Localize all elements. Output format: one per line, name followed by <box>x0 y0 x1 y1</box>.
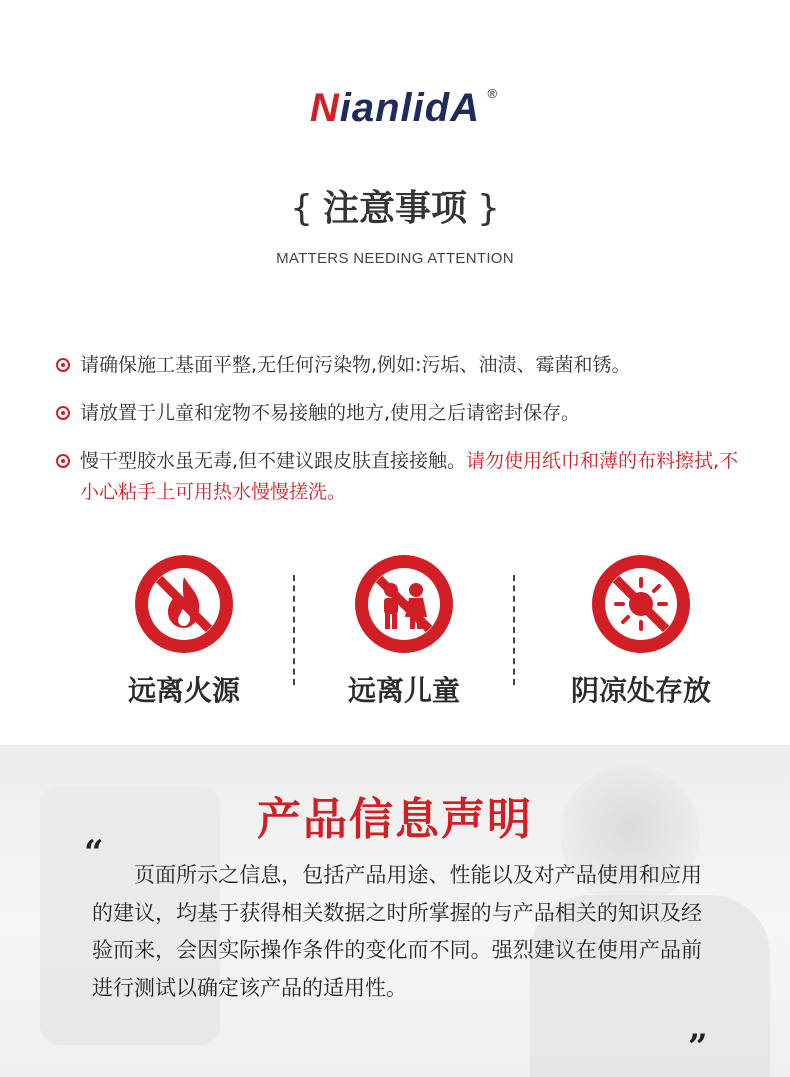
declaration-title: 产品信息声明 <box>257 794 533 845</box>
brand-logo-initial: N <box>309 86 340 130</box>
icon-block-fire <box>84 555 284 709</box>
quote-open-icon: “ <box>84 833 104 873</box>
bullet-icon <box>56 358 70 372</box>
icon-block-children <box>304 555 504 709</box>
dashed-divider <box>513 575 515 685</box>
declaration-section <box>0 745 790 1077</box>
title-brace-open: { <box>290 188 313 229</box>
icon-label: 远离火源 <box>127 674 240 707</box>
no-fire-icon <box>135 555 233 653</box>
note-item <box>56 446 756 508</box>
title-text: 注意事项 <box>322 188 467 229</box>
warning-icons <box>0 555 790 705</box>
page-title <box>0 180 790 231</box>
icon-label: 阴凉处存放 <box>570 674 711 707</box>
notes-list <box>56 350 756 525</box>
dashed-divider <box>293 575 295 685</box>
bullet-icon <box>56 454 70 468</box>
note-item <box>56 350 756 381</box>
no-sun-icon <box>592 555 690 653</box>
note-item <box>56 398 756 429</box>
brand-logo-final: A <box>450 86 481 130</box>
note-text: 请放置于儿童和宠物不易接触的地方,使用之后请密封保存。 <box>80 402 581 424</box>
no-children-icon <box>355 555 453 653</box>
note-warning-text: 请勿使用纸巾和薄的布料擦拭,不小心粘手上可用热水慢慢搓洗。 <box>80 450 739 503</box>
brand-logo <box>309 86 499 131</box>
declaration-text: 页面所示之信息，包括产品用途、性能以及对产品使用和应用的建议，均基于获得相关数据之时所掌握的与产品相关的知识及经验而来，会因实际操作条件的变化而不同。强烈建议在使用产品前进行测试以确定该产品的适用性。 <box>92 863 702 1000</box>
registered-mark: ® <box>487 86 499 101</box>
bullet-icon <box>56 406 70 420</box>
note-text: 请确保施工基面平整,无任何污染物,例如:污垢、油渍、霉菌和锈。 <box>80 354 631 376</box>
brand-header <box>0 86 790 131</box>
brand-logo-middle: ianlid <box>339 86 451 130</box>
note-text: 慢干型胶水虽无毒,但不建议跟皮肤直接接触。 <box>80 450 467 472</box>
title-brace-close: } <box>477 188 500 229</box>
icon-label: 远离儿童 <box>347 674 460 707</box>
icon-block-sun <box>541 555 741 709</box>
quote-close-icon: ” <box>688 1027 708 1067</box>
page-subtitle: MATTERS NEEDING ATTENTION <box>276 250 514 267</box>
